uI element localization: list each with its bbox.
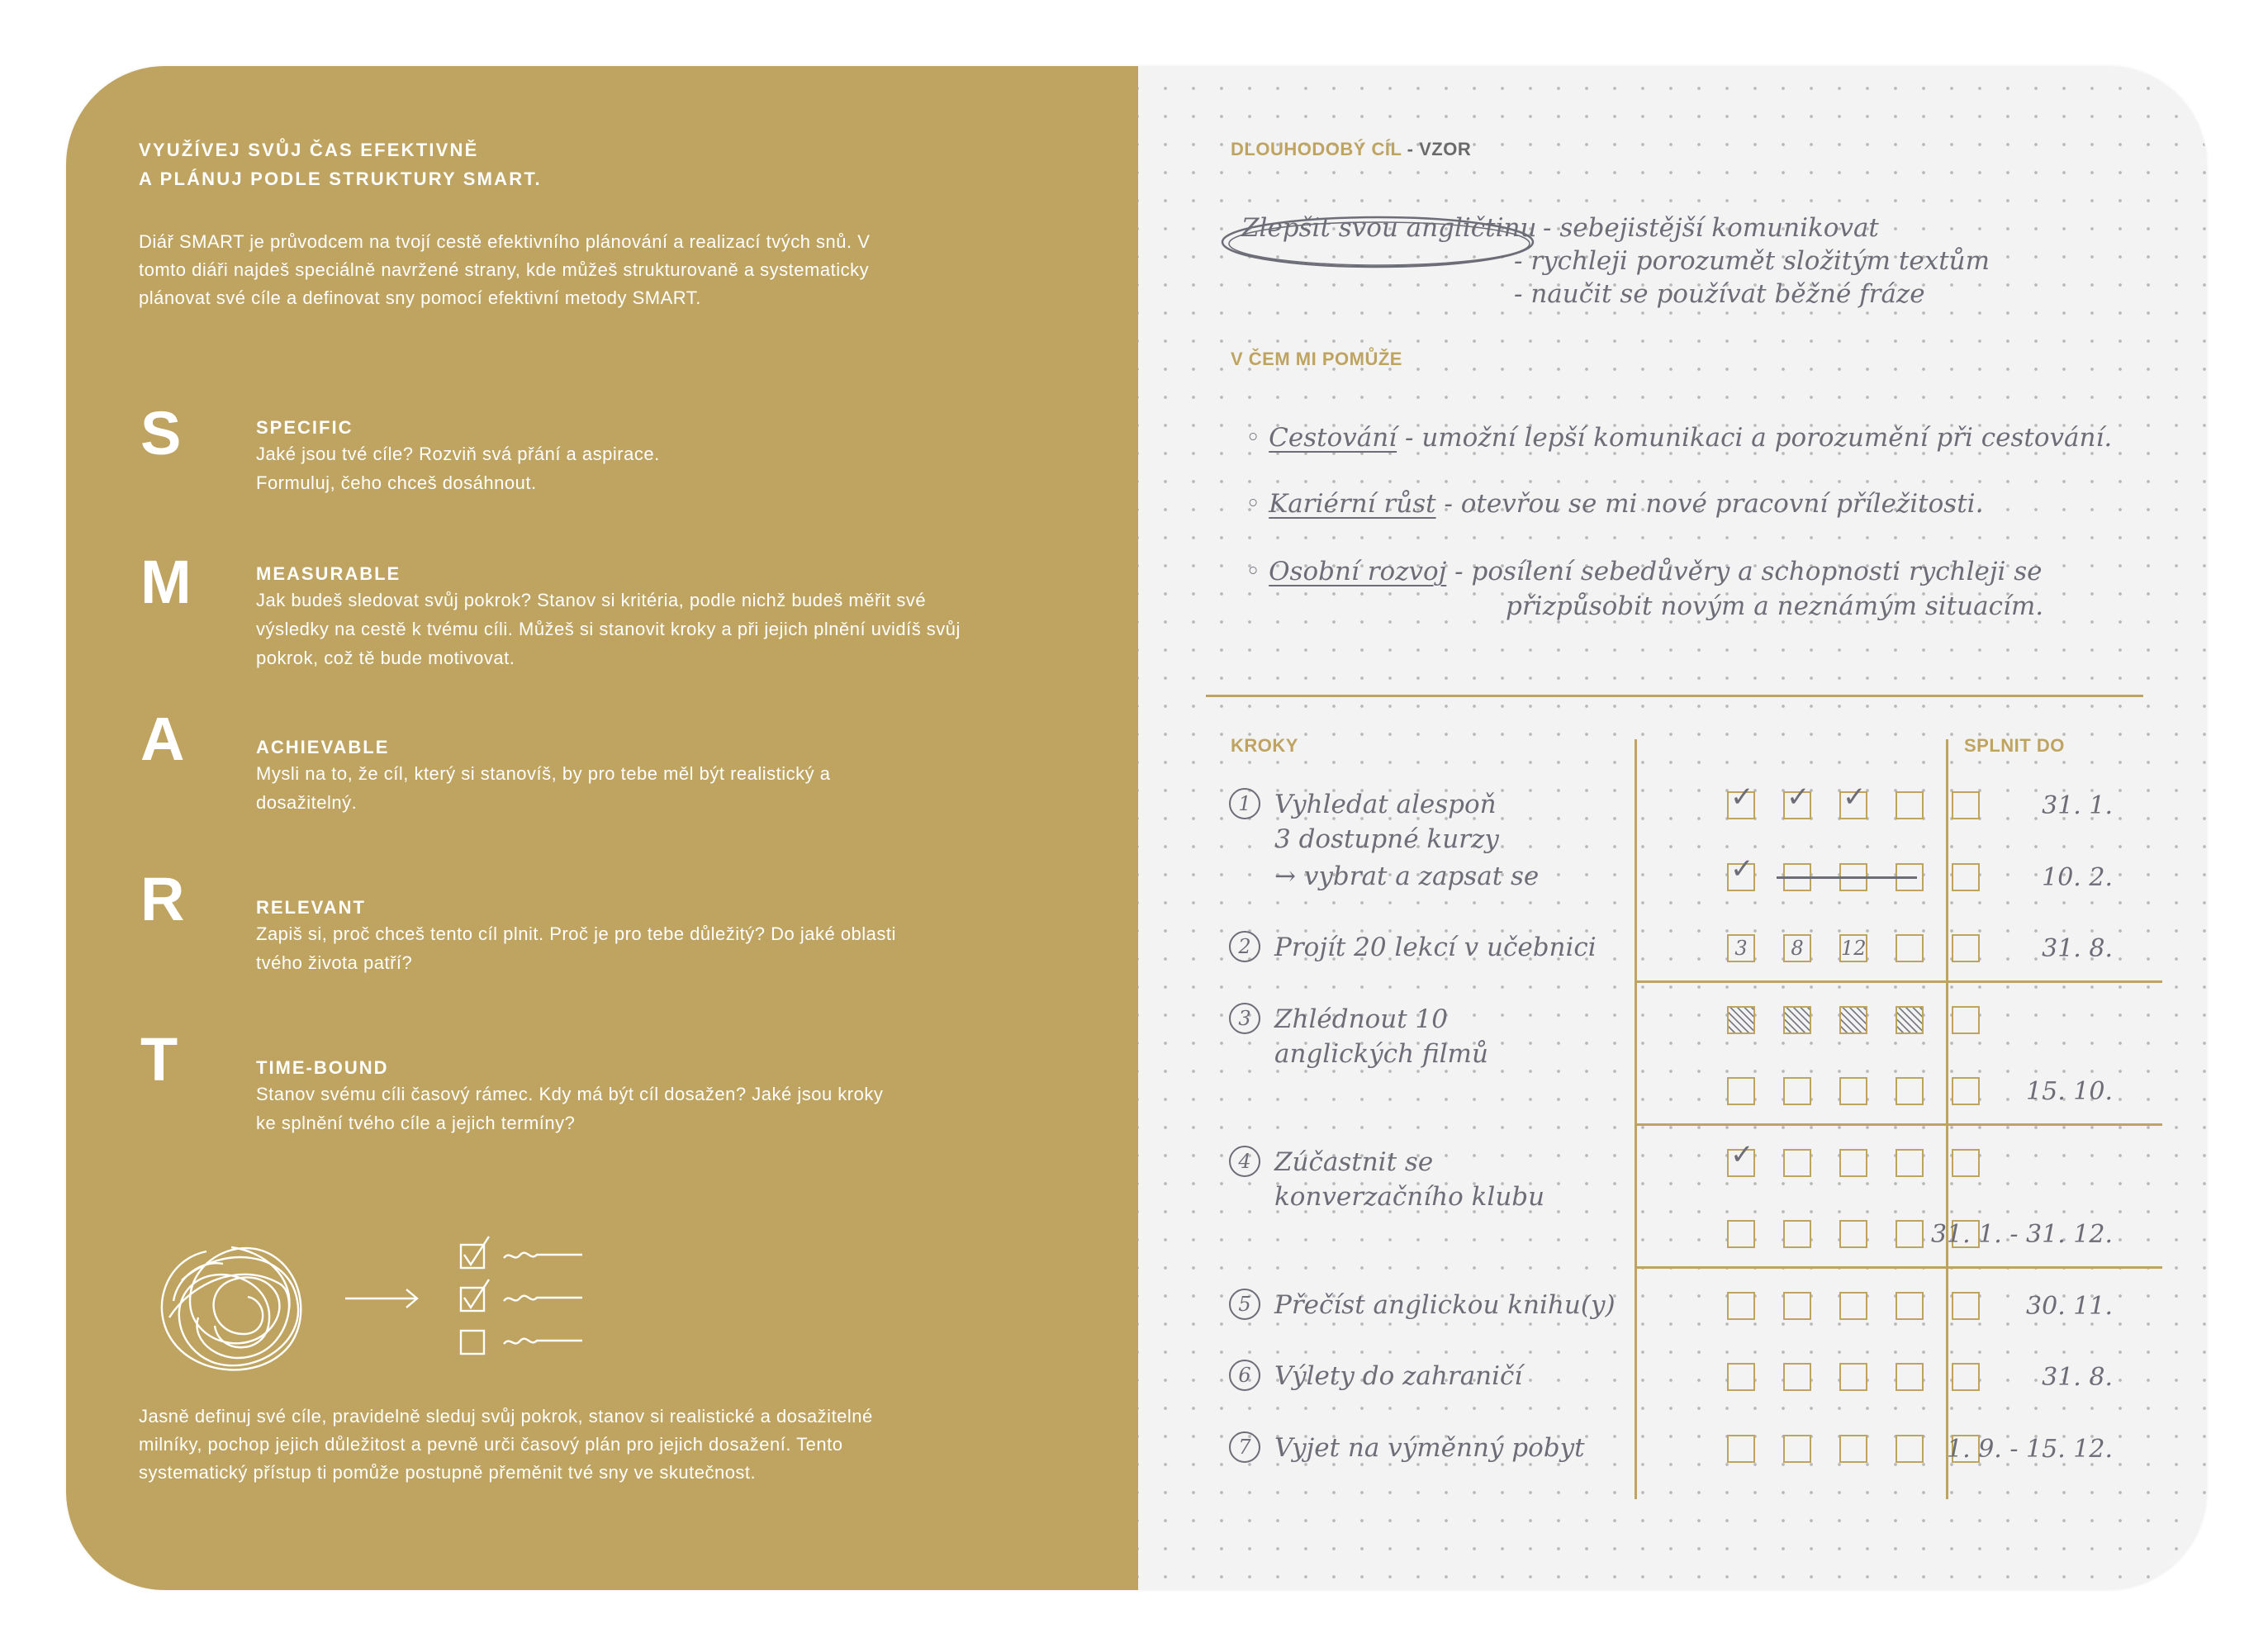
intro-text: Diář SMART je průvodcem na tvojí cestě efektivního plánování a realizací tvých snů. V tomto diáři najdeš speciálně navržené strany, kde můžeš strukturovaně a systematicky plánovat své cíle a definovat sny pomocí efektivní metody SMART.: [139, 231, 871, 308]
smart-title-specific: SPECIFIC: [256, 417, 353, 438]
help-desc-2: - otevřou se mi nové pracovní příležitosti.: [1444, 489, 1984, 519]
progress-checkbox[interactable]: [1952, 1006, 1980, 1034]
checkmark-icon: ✓: [1786, 781, 1810, 814]
progress-checkbox[interactable]: [1727, 1077, 1755, 1105]
step-text: anglických filmů: [1274, 1039, 1488, 1069]
goal-label-suffix: - VZOR: [1402, 139, 1472, 159]
help-item-1: [1246, 423, 2112, 453]
progress-checkbox[interactable]: 12: [1839, 934, 1867, 962]
step-text: Vyjet na výměnný pobyt: [1274, 1433, 1585, 1463]
due-date: 15. 10.: [2026, 1077, 2113, 1106]
step-number-6: 6: [1229, 1360, 1260, 1391]
bullet-icon: ◦: [1246, 489, 1269, 519]
progress-checkbox[interactable]: [1783, 781, 1811, 819]
progress-checkbox[interactable]: [1727, 1292, 1755, 1320]
progress-checkbox[interactable]: [1783, 1220, 1811, 1248]
step-number-4: 4: [1229, 1146, 1260, 1177]
step-number-7: 7: [1229, 1431, 1260, 1463]
checklist-icon: [461, 1237, 582, 1354]
help-term-1: Cestování: [1269, 423, 1397, 453]
steps-label: KROKY: [1231, 735, 1298, 756]
goal-point-3: - naučit se používat běžné fráze: [1514, 279, 1925, 309]
smart-letter-r: R: [140, 865, 185, 933]
progress-checkbox[interactable]: [1783, 1006, 1811, 1034]
smart-letter-t: T: [140, 1025, 178, 1094]
progress-checkbox[interactable]: [1727, 852, 1755, 891]
heading-line-2: A PLÁNUJ PODLE STRUKTURY SMART.: [139, 169, 542, 189]
row-divider: [1636, 1123, 2162, 1126]
progress-checkbox[interactable]: [1727, 781, 1755, 819]
help-label: V ČEM MI POMŮŽE: [1231, 349, 1402, 369]
step-text: 3 dostupné kurzy: [1274, 824, 1499, 854]
smart-title-time-bound: TIME-BOUND: [256, 1057, 389, 1078]
step-text: Přečíst anglickou knihu(y): [1274, 1290, 1616, 1320]
step-text: → vybrat a zapsat se: [1274, 862, 1540, 891]
smart-letter-a: A: [140, 705, 185, 773]
row-divider: [1636, 980, 2162, 983]
goal-label: [1231, 139, 1471, 160]
progress-checkbox[interactable]: [1727, 1435, 1755, 1463]
due-date: 31. 1.: [2042, 791, 2113, 820]
illustration: [132, 1202, 727, 1417]
bullet-icon: ◦: [1246, 557, 1269, 586]
progress-checkbox[interactable]: [1896, 1006, 1924, 1034]
heading-line-1: VYUŽÍVEJ SVŮJ ČAS EFEKTIVNĚ: [139, 140, 479, 160]
progress-checkbox[interactable]: [1727, 1138, 1755, 1177]
right-page: [1138, 66, 2207, 1590]
progress-checkbox[interactable]: [1839, 1149, 1867, 1177]
outro-text: Jasně definuj své cíle, pravidelně sleduj svůj pokrok, stanov si realistické a dosažitelné milníky, pochop jejich důležitost a pevně urči časový plán pro jejich dosažení. Tento systematický přístup ti pomůže postupně přeměnit tvé sny ve skutečnost.: [139, 1406, 873, 1483]
left-page: [66, 66, 1138, 1590]
section-divider: [1206, 695, 2143, 697]
smart-title-measurable: MEASURABLE: [256, 563, 401, 584]
progress-checkbox[interactable]: [1839, 1077, 1867, 1105]
progress-checkbox[interactable]: 8: [1783, 934, 1811, 962]
progress-checkbox[interactable]: [1727, 1363, 1755, 1391]
tangled-scribble-icon: [162, 1247, 301, 1370]
checkmark-icon: ✓: [1730, 1138, 1754, 1171]
progress-checkbox[interactable]: [1727, 1220, 1755, 1248]
progress-checkbox[interactable]: [1839, 1292, 1867, 1320]
help-item-2: [1246, 489, 1983, 519]
smart-title-relevant: RELEVANT: [256, 897, 366, 918]
arrow-right-icon: [345, 1289, 417, 1308]
step-number-1: 1: [1229, 788, 1260, 819]
step-text: Zhlédnout 10: [1274, 1004, 1448, 1034]
help-term-2: Kariérní růst: [1269, 489, 1436, 519]
due-label: SPLNIT DO: [1964, 735, 2065, 756]
progress-checkbox[interactable]: [1839, 1220, 1867, 1248]
smart-text-specific: Jaké jsou tvé cíle? Rozviň svá přání a aspirace. Formuluj, čeho chceš dosáhnout.: [256, 444, 660, 493]
planner-spread: [66, 66, 2207, 1590]
smart-letter-s: S: [140, 399, 182, 468]
progress-checkbox[interactable]: [1896, 1149, 1924, 1177]
row-divider: [1636, 1266, 2162, 1269]
goal-point-2: - rychleji porozumět složitým textům: [1514, 246, 1990, 276]
step-number-5: 5: [1229, 1289, 1260, 1320]
help-desc-3-line-2: přizpůsobit novým a neznámým situacím.: [1506, 591, 2044, 621]
checkmark-icon: ✓: [1730, 852, 1754, 885]
due-date: 10. 2.: [2042, 863, 2113, 892]
progress-checkbox[interactable]: [1839, 781, 1867, 819]
progress-checkbox[interactable]: [1839, 1006, 1867, 1034]
due-date: 1. 9. - 15. 12.: [1947, 1435, 2113, 1464]
progress-checkbox[interactable]: [1783, 1435, 1811, 1463]
progress-checkbox[interactable]: [1952, 1149, 1980, 1177]
bullet-icon: ◦: [1246, 423, 1269, 453]
goal-main: Zlepšit svou angličtinu: [1241, 213, 1537, 243]
progress-checkbox[interactable]: 3: [1727, 934, 1755, 962]
smart-text-measurable: Jak budeš sledovat svůj pokrok? Stanov si kritéria, podle nichž budeš měřit své výsledky na cestě k tvému cíli. Můžeš si stanovit kroky a při jejich plnění uvidíš svůj pokrok, což tě bude motivovat.: [256, 590, 961, 668]
step-text: Vyhledat alespoň: [1274, 790, 1497, 819]
progress-checkbox[interactable]: [1783, 1292, 1811, 1320]
smart-letter-m: M: [140, 548, 192, 616]
progress-checkbox[interactable]: [1727, 1006, 1755, 1034]
help-desc-3: - posílení sebedůvěry a schopnosti rychleji se: [1454, 557, 2043, 586]
progress-checkbox[interactable]: [1839, 1435, 1867, 1463]
progress-checkbox[interactable]: [1783, 1149, 1811, 1177]
smart-text-achievable: Mysli na to, že cíl, který si stanovíš, by pro tebe měl být realistický a dosažitelný.: [256, 763, 831, 813]
step-text: Zúčastnit se: [1274, 1147, 1434, 1177]
goal-point-1: - sebejistější komunikovat: [1543, 213, 1879, 243]
help-desc-1: - umožní lepší komunikaci a porozumění při cestování.: [1404, 423, 2113, 453]
help-item-3: [1246, 557, 2043, 586]
strike-line: [1777, 876, 1917, 879]
step-text: Projít 20 lekcí v učebnici: [1274, 933, 1597, 962]
checkmark-icon: ✓: [1843, 781, 1867, 814]
help-term-3: Osobní rozvoj: [1269, 557, 1447, 586]
smart-text-time-bound: Stanov svému cíli časový rámec. Kdy má být cíl dosažen? Jaké jsou kroky ke splnění tvého cíle a jejich termíny?: [256, 1084, 884, 1133]
page-heading: [139, 135, 542, 193]
progress-checkbox[interactable]: [1783, 1363, 1811, 1391]
progress-checkbox[interactable]: [1783, 1077, 1811, 1105]
due-date: 31. 1. - 31. 12.: [1930, 1220, 2113, 1249]
smart-text-relevant: Zapiš si, proč chceš tento cíl plnit. Proč je pro tebe důležitý? Do jaké oblasti tvého života patří?: [256, 923, 896, 973]
due-date: 30. 11.: [2026, 1292, 2113, 1321]
progress-checkbox[interactable]: [1839, 1363, 1867, 1391]
checkmark-icon: ✓: [1730, 781, 1754, 814]
step-number-3: 3: [1229, 1003, 1260, 1034]
step-text: Výlety do zahraničí: [1274, 1361, 1523, 1391]
due-date: 31. 8.: [2042, 934, 2113, 963]
smart-title-achievable: ACHIEVABLE: [256, 737, 390, 757]
step-text: konverzačního klubu: [1274, 1182, 1545, 1212]
goal-label-text: DLOUHODOBÝ CÍL: [1231, 139, 1402, 159]
step-number-2: 2: [1229, 931, 1260, 962]
table-divider-left: [1635, 739, 1637, 1499]
due-date: 31. 8.: [2042, 1363, 2113, 1392]
